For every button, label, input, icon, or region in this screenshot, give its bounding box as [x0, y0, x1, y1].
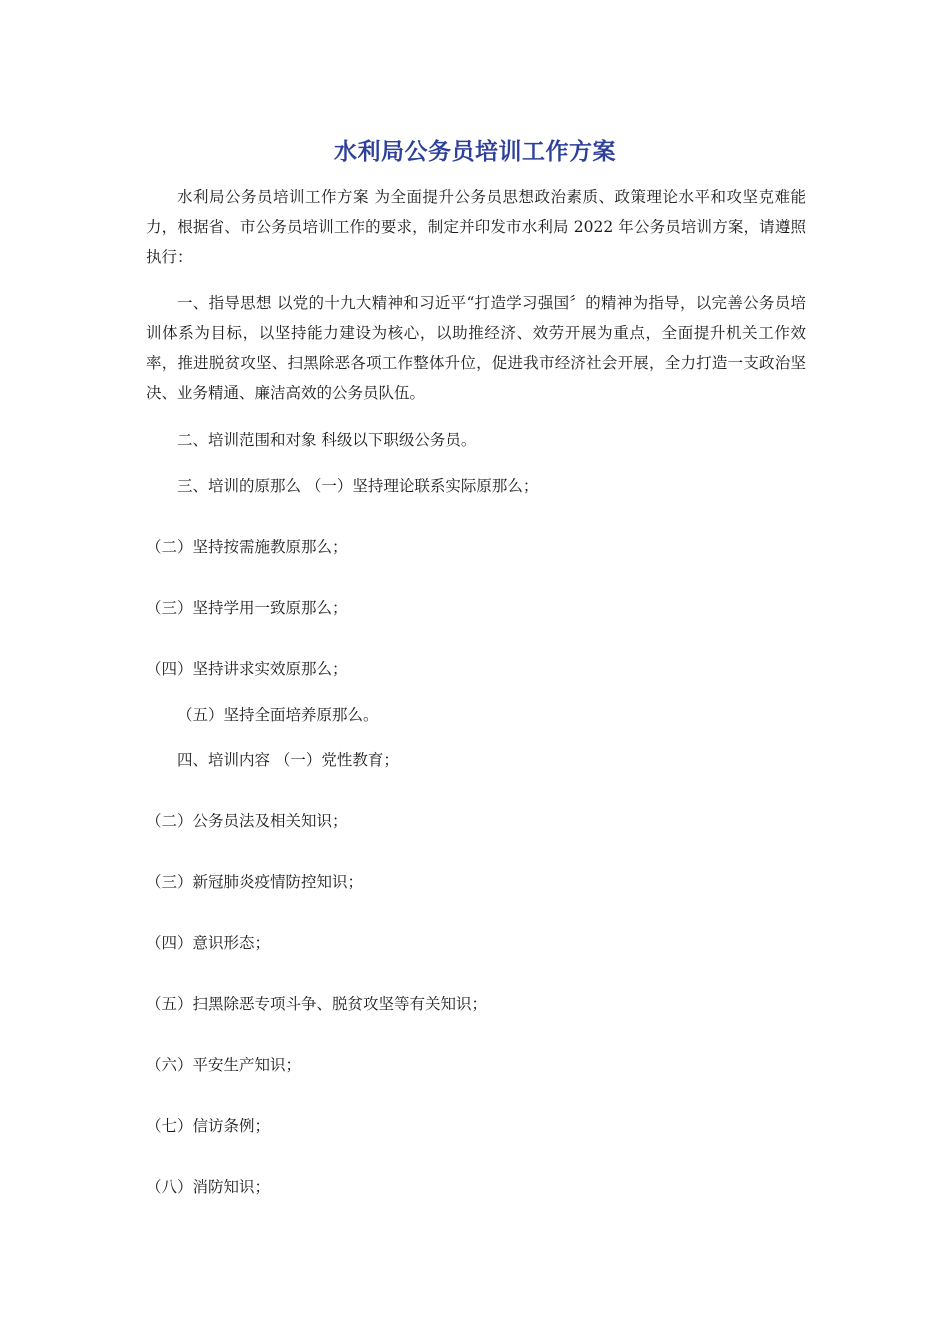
principle-item: （五）坚持全面培养原那么。 [177, 706, 379, 724]
content-item: （四）意识形态； [146, 934, 271, 952]
content-item: （八）消防知识； [146, 1178, 271, 1196]
principle-item: （四）坚持讲求实效原那么； [146, 660, 348, 678]
section-scope: 二、培训范围和对象 科级以下职级公务员。 [177, 431, 477, 449]
section-guiding-ideology: 一、指导思想 以党的十九大精神和习近平“打造学习强国〞的精神为指导，以完善公务员培训体系为目标，以坚持能力建设为核心，以助推经济、效劳开展为重点，全面提升机关工作效率，推进脱贫攻坚、扫黑除恶各项工作整体升位，促进我市经济社会开展，全力打造一支政治坚决、业务精通、廉洁高效的公务员队伍。 [146, 294, 806, 402]
content-item: （七）信访条例； [146, 1117, 271, 1135]
section-content-heading: 四、培训内容 （一）党性教育； [177, 751, 399, 769]
content-item: （六）平安生产知识； [146, 1056, 302, 1074]
principle-item: （二）坚持按需施教原那么； [146, 538, 348, 556]
principle-item: （三）坚持学用一致原那么； [146, 599, 348, 617]
content-item: （二）公务员法及相关知识； [146, 812, 348, 830]
intro-paragraph: 水利局公务员培训工作方案 为全面提升公务员思想政治素质、政策理论水平和攻坚克难能力，根据省、市公务员培训工作的要求，制定并印发市水利局 2022 年公务员培训方案，请遵照执行： [146, 188, 806, 266]
section-principles-heading: 三、培训的原那么 （一）坚持理论联系实际原那么； [177, 477, 539, 495]
content-item: （五）扫黑除恶专项斗争、脱贫攻坚等有关知识； [146, 995, 488, 1013]
document-title: 水利局公务员培训工作方案 [334, 139, 616, 165]
content-item: （三）新冠肺炎疫情防控知识； [146, 873, 364, 891]
